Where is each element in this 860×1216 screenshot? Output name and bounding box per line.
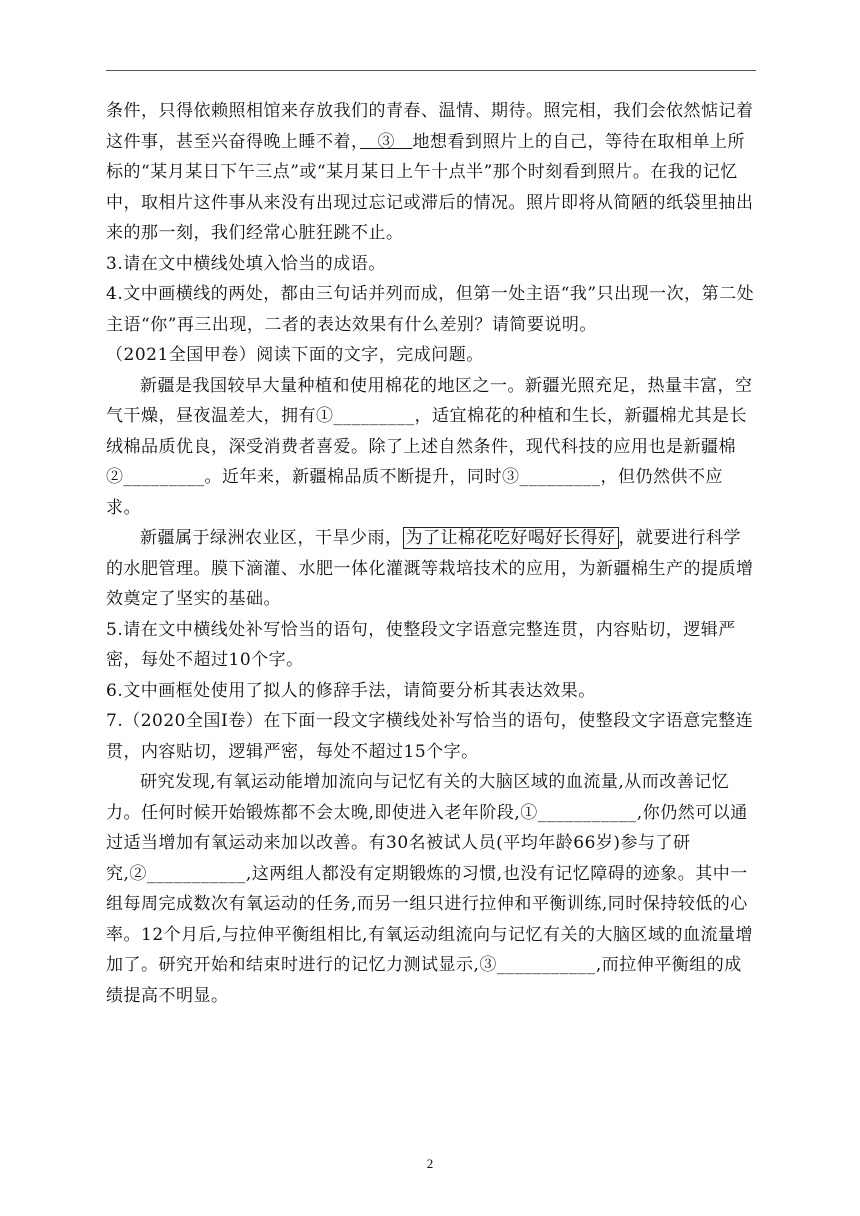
intro-paragraph: 条件，只得依赖照相馆来存放我们的青春、温情、期待。照完相，我们会依然惦记着这件事，甚至兴奋得晚上睡不着， ③ 地想看到照片上的自己，等待在取相单上所标的“某月某日下午三点”或“某月某日上午十点半”那个时刻看到照片。在我的记忆中，取相片这件事从来没有出现过忘记或滞后的情况。照片即将从简陋的纸袋里抽出来的那一刻，我们经常心脏狂跳不止。 bbox=[106, 101, 754, 243]
question-5: 5.请在文中横线处补写恰当的语句，使整段文字语意完整连贯，内容贴切，逻辑严密，每处不超过10个字。 bbox=[106, 619, 736, 670]
blank-3: ③ bbox=[360, 131, 413, 152]
question-4: 4.文中画横线的两处，都由三句话并列而成，但第一处主语“我”只出现一次，第二处主语“你”再三出现，二者的表达效果有什么差别？请简要说明。 bbox=[106, 284, 755, 335]
document-body bbox=[106, 96, 756, 1011]
xinjiang-paragraph-2: 新疆属于绿洲农业区，干旱少雨， 为了让棉花吃好喝好长得好 ，就要进行科学的水肥管理。膜下滴灌、水肥一体化灌溉等栽培技术的应用，为新疆棉生产的提质增效奠定了坚实的基础。 bbox=[106, 528, 754, 609]
research-paragraph: 研究发现,有氧运动能增加流向与记忆有关的大脑区域的血流量,从而改善记忆力。任何时候开始锻炼都不会太晚,即使进入老年阶段,①___________,你仍然可以通过适当增加有氧运动来加以改善。有30名被试人员(平均年龄66岁)参与了研究,②___________,这两组人都没有定期锻炼的习惯,也没有记忆障碍的迹象。其中一组每周完成数次有氧运动的任务,而另一组只进行拉伸和平衡训练,同时保持较低的心率。12个月后,与拉伸平衡组相比,有氧运动组流向与记忆有关的大脑区域的血流量增加了。研究开始和结束时进行的记忆力测试显示,③___________,而拉伸平衡组的成绩提高不明显。 bbox=[106, 772, 753, 1006]
boxed-phrase: 为了让棉花吃好喝好长得好 bbox=[403, 527, 619, 549]
question-6: 6.文中画框处使用了拟人的修辞手法，请简要分析其表达效果。 bbox=[106, 680, 596, 701]
question-3: 3.请在文中横线处填入恰当的成语。 bbox=[106, 253, 386, 274]
exam-source-2021: （2021全国甲卷）阅读下面的文字，完成问题。 bbox=[106, 345, 484, 365]
page-number: 2 bbox=[426, 1156, 434, 1171]
xinjiang-paragraph-1: 新疆是我国较早大量种植和使用棉花的地区之一。新疆光照充足，热量丰富，空气干燥，昼夜温差大，拥有①_________，适宜棉花的种植和生长，新疆棉尤其是长绒棉品质优良，深受消费者喜爱。除了上述自然条件，现代科技的应用也是新疆棉②_________。近年来，新疆棉品质不断提升，同时③_________，但仍然供不应求。 bbox=[106, 375, 753, 518]
header-rule bbox=[106, 70, 756, 71]
question-7: 7.（2020全国Ⅰ卷）在下面一段文字横线处补写恰当的语句，使整段文字语意完整连贯，内容贴切，逻辑严密，每处不超过15个字。 bbox=[106, 711, 754, 762]
